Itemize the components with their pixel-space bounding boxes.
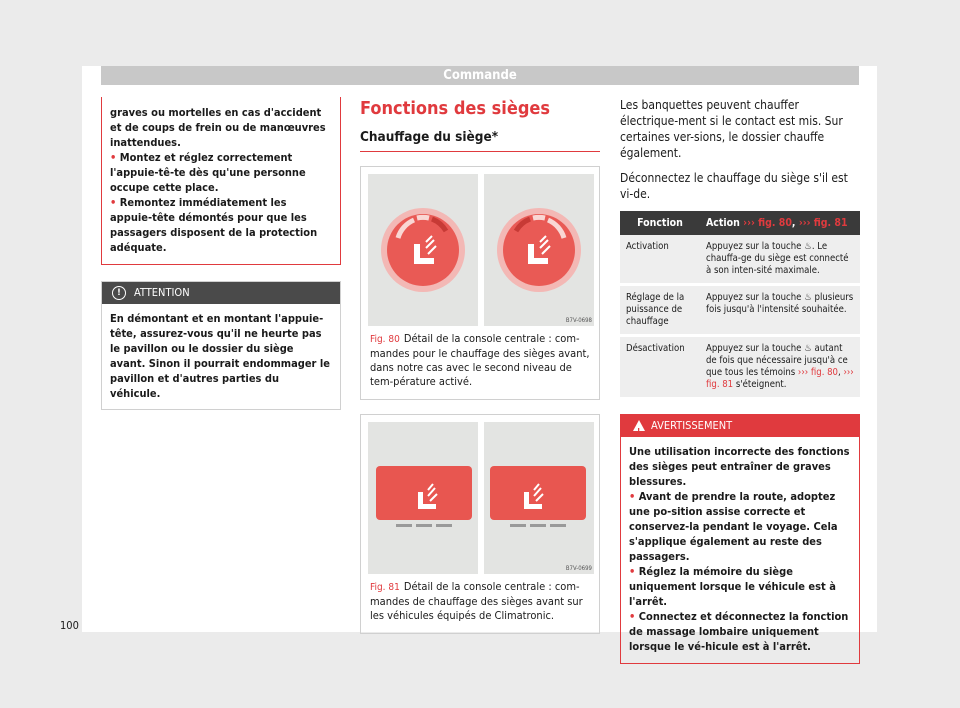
console-panel-right <box>484 174 594 326</box>
warning-box <box>620 414 860 664</box>
figure-80 <box>360 166 600 400</box>
round-seat-heating-button-icon <box>368 174 478 326</box>
warning-intro: graves ou mortelles en cas d'accident et de coups de frein ou de manœuvres inattendues. <box>110 106 326 149</box>
figure-80-image <box>368 174 592 326</box>
warning-triangle-icon <box>633 420 645 431</box>
warning-continuation <box>101 97 341 265</box>
fig-ref-link[interactable]: ››› fig. 81 <box>798 217 848 229</box>
section-title: Fonctions des sièges <box>360 98 551 119</box>
page-number: 100 <box>60 619 79 632</box>
column-right <box>620 97 860 664</box>
table-row <box>620 235 860 285</box>
bullet-icon: • <box>110 196 117 209</box>
attention-text: En démontant et en montant l'appuie-tête, assurez-vous qu'il ne heurte pas le pavillon ou le dossier du siège avant. Sinon il pourrait endommager le pavillon et d'autres parties du véhicule. <box>110 312 330 400</box>
table-header-row <box>620 211 860 235</box>
attention-box <box>101 281 341 410</box>
warning-bullet: • Montez et réglez correctement l'appuie-tê-te dès qu'une personne occupe cette place. <box>110 151 306 194</box>
info-icon: ! <box>112 286 126 300</box>
warning-bullet: • Réglez la mémoire du siège uniquement lorsque le véhicule est à l'arrêt. <box>629 565 836 608</box>
warning-bullet: • Connectez et déconnectez la fonction de massage lombaire uniquement lorsque le vé-hicule est à l'arrêt. <box>629 610 849 653</box>
warning-intro: Une utilisation incorrecte des fonctions des sièges peut entraîner de graves blessures. <box>629 445 850 488</box>
rect-seat-heating-button-icon <box>484 422 594 574</box>
fig-ref-link[interactable]: ››› fig. 81 <box>706 367 854 390</box>
rect-seat-heating-button-icon <box>368 422 478 574</box>
table-cell-action: Appuyez sur la touche ♨ autant de fois que nécessaire jusqu'à ce que tous les témoins ››› fig. 80, ››› fig. 81 s'éteignent. <box>700 336 860 399</box>
section-subtitle: Chauffage du siège* <box>360 129 600 152</box>
console-panel-right <box>484 422 594 574</box>
round-seat-heating-button-icon <box>484 174 594 326</box>
paragraph: Les banquettes peuvent chauffer électrique-ment si le contact est mis. Sur certaines ver-sions, le dossier chauffe également. <box>620 98 843 160</box>
table-cell-action: Appuyez sur la touche ♨. Le chauffa-ge du siège est connecté à son inten-sité maximale. <box>700 235 860 285</box>
figure-code: B7V-0698 <box>565 317 592 324</box>
table-row <box>620 336 860 399</box>
figure-80-caption: Fig. 80 Détail de la console centrale : com-mandes pour le chauffage des sièges avant, dans notre cas avec le second niveau de tem-pérature activé. <box>370 332 590 388</box>
console-panel-left <box>368 174 478 326</box>
table-row <box>620 285 860 336</box>
table-header-function: Fonction <box>620 211 700 235</box>
warning-bullet: • Remontez immédiatement les appuie-tête démontés pour que les passagers disposent de la protection adéquate. <box>110 196 318 254</box>
warning-header: ! AVERTISSEMENT <box>621 415 859 437</box>
fig-ref-link[interactable]: ››› fig. 80 <box>797 367 838 378</box>
column-left <box>101 97 341 410</box>
warning-body <box>621 437 859 663</box>
console-panel-left <box>368 422 478 574</box>
seat-heat-icon: ♨ <box>804 292 812 303</box>
figure-81-image <box>368 422 592 574</box>
bullet-icon: • <box>629 490 636 503</box>
table-header-action: Action ››› fig. 80, ››› fig. 81 <box>700 211 860 235</box>
function-table <box>620 211 860 400</box>
table-cell-action: Appuyez sur la touche ♨ plusieurs fois jusqu'à l'intensité souhaitée. <box>700 285 860 336</box>
table-cell-function: Réglage de la puissance de chauffage <box>620 285 700 336</box>
table-cell-function: Activation <box>620 235 700 285</box>
seat-heat-icon: ♨ <box>804 343 812 354</box>
table-cell-function: Désactivation <box>620 336 700 399</box>
fig-ref-link[interactable]: ››› fig. 80 <box>743 217 792 229</box>
figure-code: B7V-0699 <box>565 565 592 572</box>
bullet-icon: • <box>110 151 117 164</box>
paragraph: Déconnectez le chauffage du siège s'il est vi-de. <box>620 171 848 201</box>
bullet-icon: • <box>629 610 636 623</box>
warning-bullet: • Avant de prendre la route, adoptez une po-sition assise correcte et conservez-la pendant le voyage. Cela s'applique également au reste des passagers. <box>629 490 838 563</box>
figure-81 <box>360 414 600 634</box>
attention-header: ! ATTENTION <box>102 282 340 304</box>
figure-81-caption: Fig. 81 Détail de la console centrale : com-mandes de chauffage des sièges avant sur les véhicules équipés de Climatronic. <box>370 580 583 622</box>
bullet-icon: • <box>629 565 636 578</box>
column-middle <box>360 97 600 634</box>
section-header: Commande <box>101 66 859 85</box>
seat-heat-icon: ♨ <box>804 241 812 252</box>
